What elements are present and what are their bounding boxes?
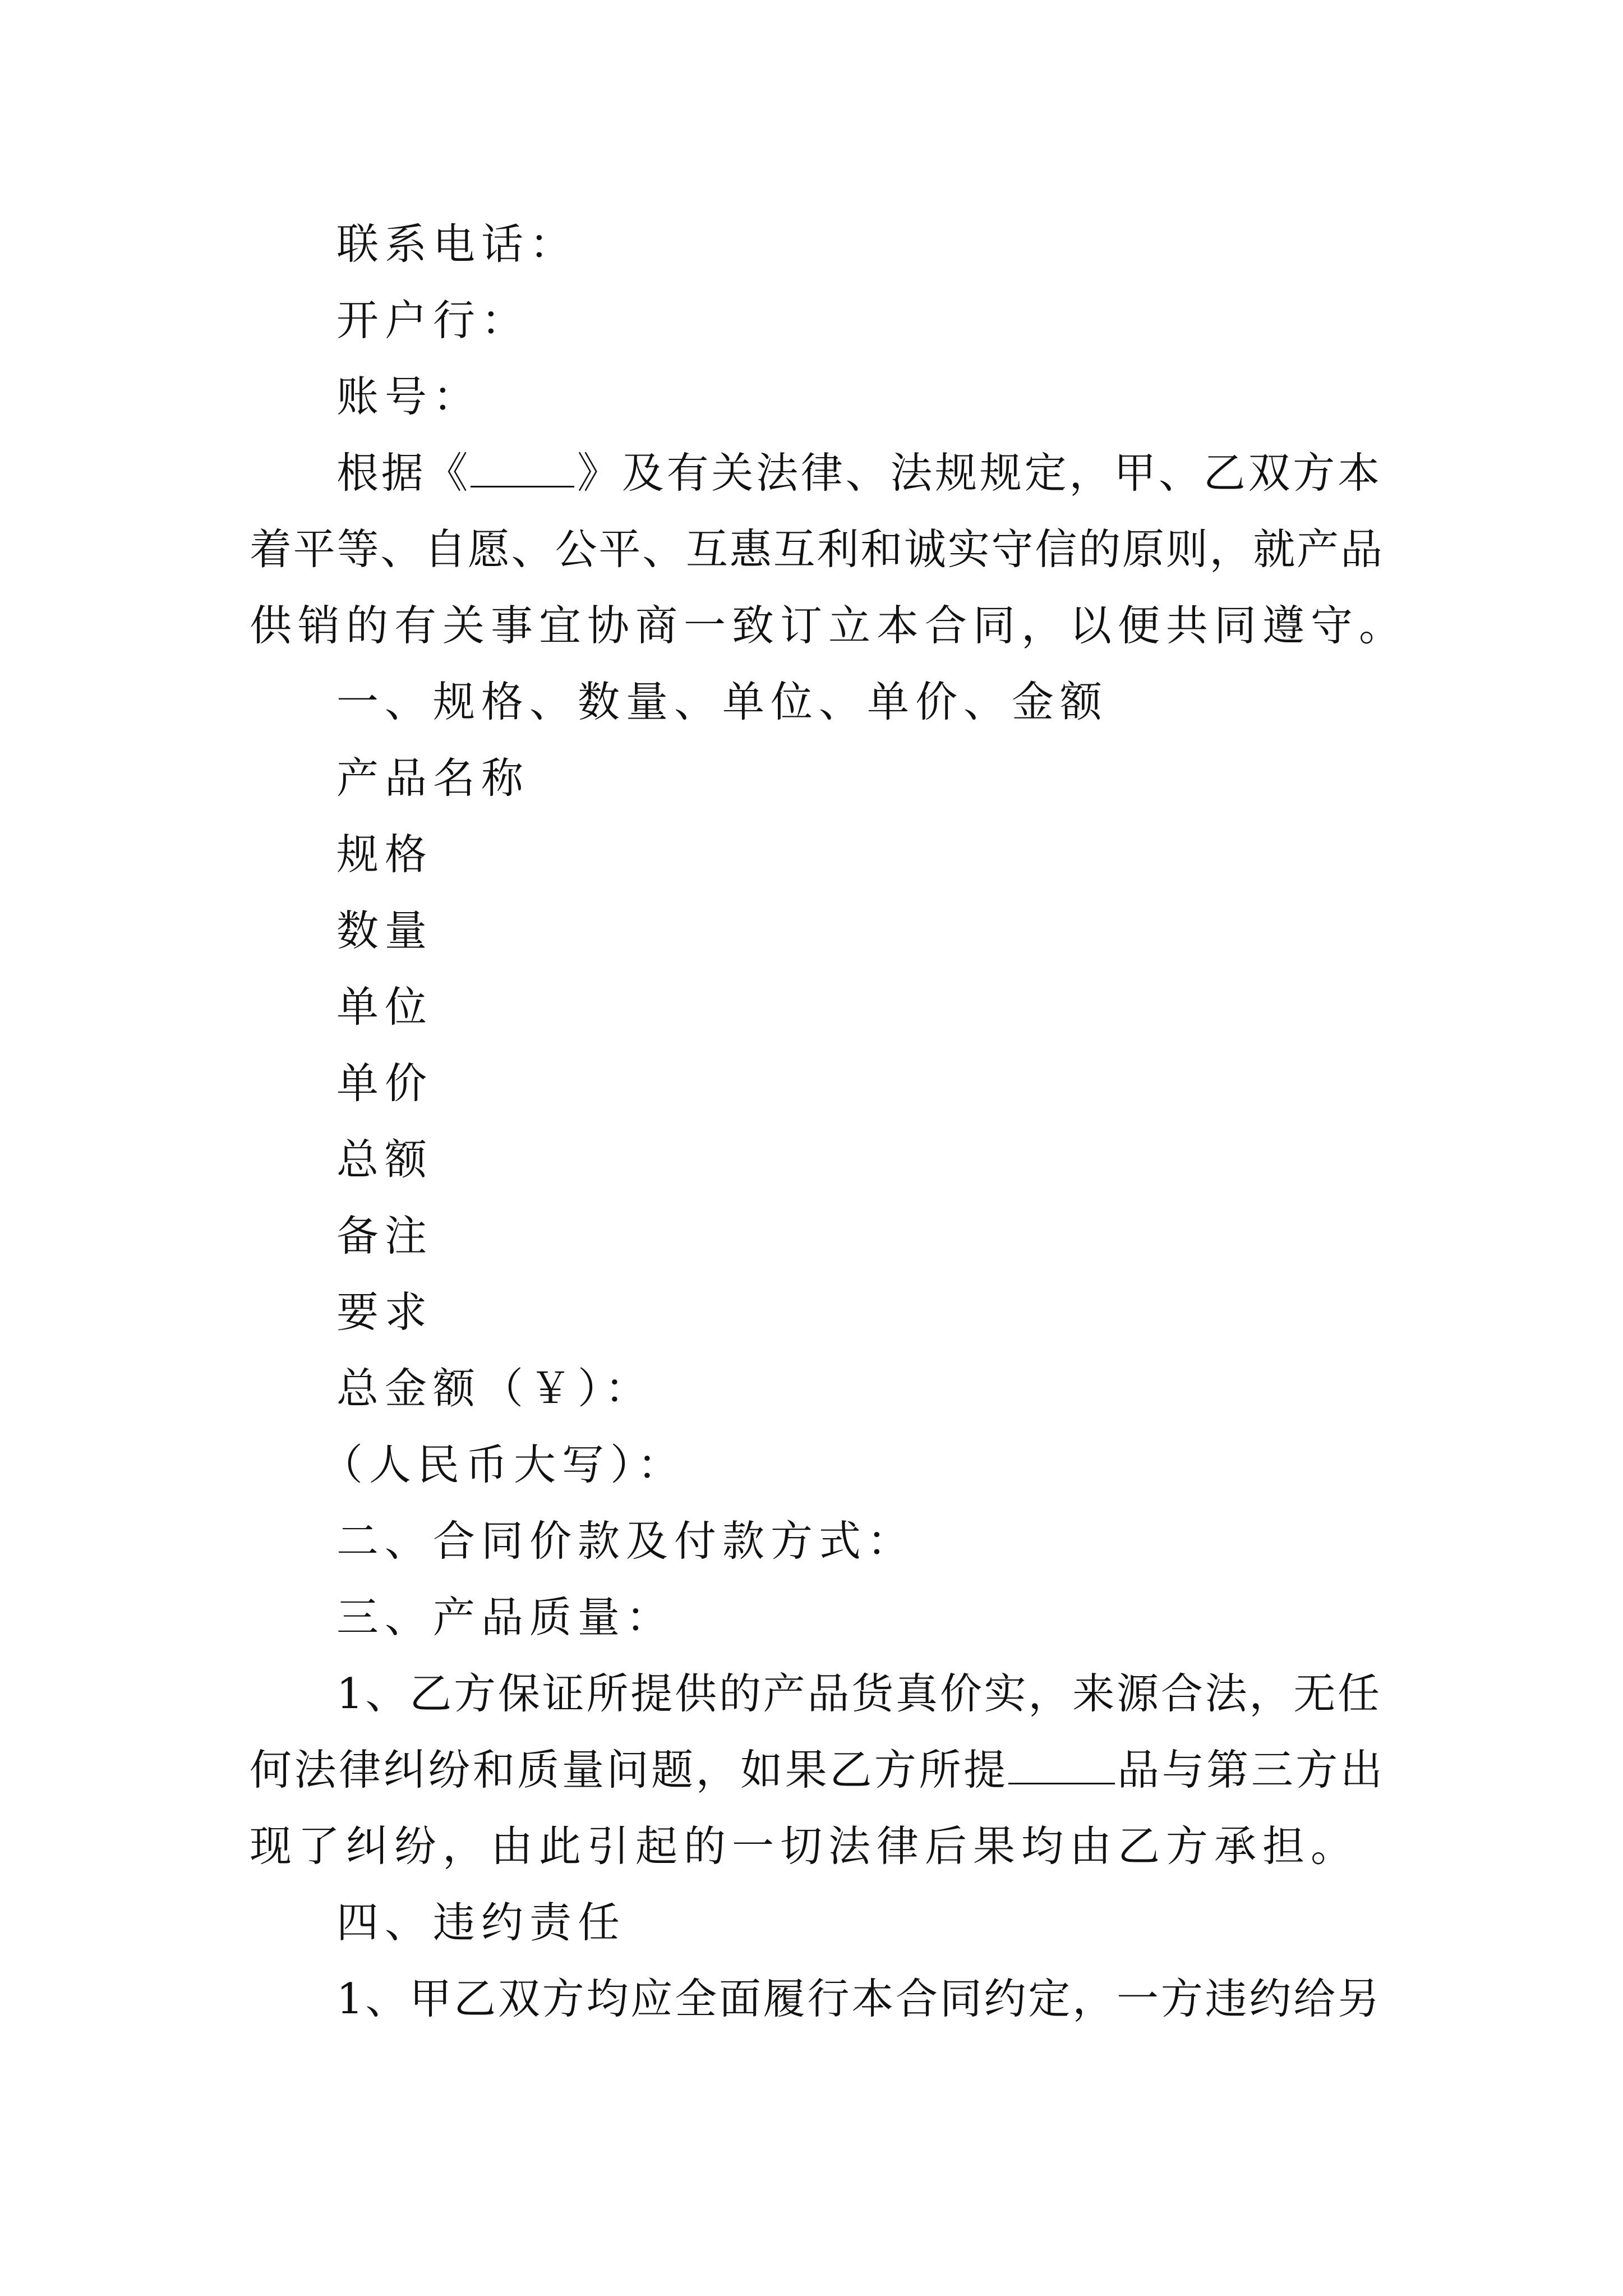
preamble-line-3: 供销的有关事宜协商一致订立本合同，以便共同遵守。 [250,601,1408,650]
account-field: 账号： [336,372,482,421]
quality-clause-1-line-3: 现了纠纷，由此引起的一切法律后果均由乙方承担。 [250,1821,1359,1871]
section-2-title: 二、合同价款及付款方式： [336,1516,916,1566]
quality-clause-1-line-2-start: 何法律纠纷和质量问题，如果乙方所提 [250,1745,1008,1795]
product-blank [1008,1754,1115,1785]
field-quantity: 数量 [336,906,434,955]
field-remarks: 备注 [336,1211,434,1260]
law-name-blank [471,457,574,488]
field-unit: 单位 [336,982,434,1032]
field-product-name: 产品名称 [336,753,530,803]
total-amount-rmb-caps: （人民币大写）： [321,1440,686,1489]
section-4-title: 四、违约责任 [336,1898,626,1947]
breach-clause-1-line-1: 1、甲乙双方均应全面履行本合同约定，一方违约给另 [336,1974,1380,2023]
section-1-title: 一、规格、数量、单位、单价、金额 [336,677,1109,726]
field-total: 总额 [336,1135,434,1184]
quality-clause-1-line-2 [250,1742,1382,1798]
total-amount-yuan: 总金额（￥）： [336,1364,653,1413]
field-requirements: 要求 [336,1287,434,1337]
field-spec: 规格 [336,830,434,879]
preamble-line-2: 着平等、自愿、公平、互惠互利和诚实守信的原则，就产品 [250,524,1382,574]
section-3-title: 三、产品质量： [336,1593,675,1642]
preamble-line-1-start: 根据《 [336,448,471,498]
field-unit-price: 单价 [336,1059,434,1108]
quality-clause-1-line-1: 1、乙方保证所提供的产品货真价实，来源合法，无任 [336,1669,1380,1718]
quality-clause-1-line-2-end: 品与第三方出 [1114,1745,1382,1795]
bank-field: 开户行： [336,296,530,345]
phone-field: 联系电话： [336,219,578,269]
preamble-line-1-end: 》及有关法律、法规规定，甲、乙双方本 [574,448,1380,498]
preamble-line-1 [336,445,1380,501]
